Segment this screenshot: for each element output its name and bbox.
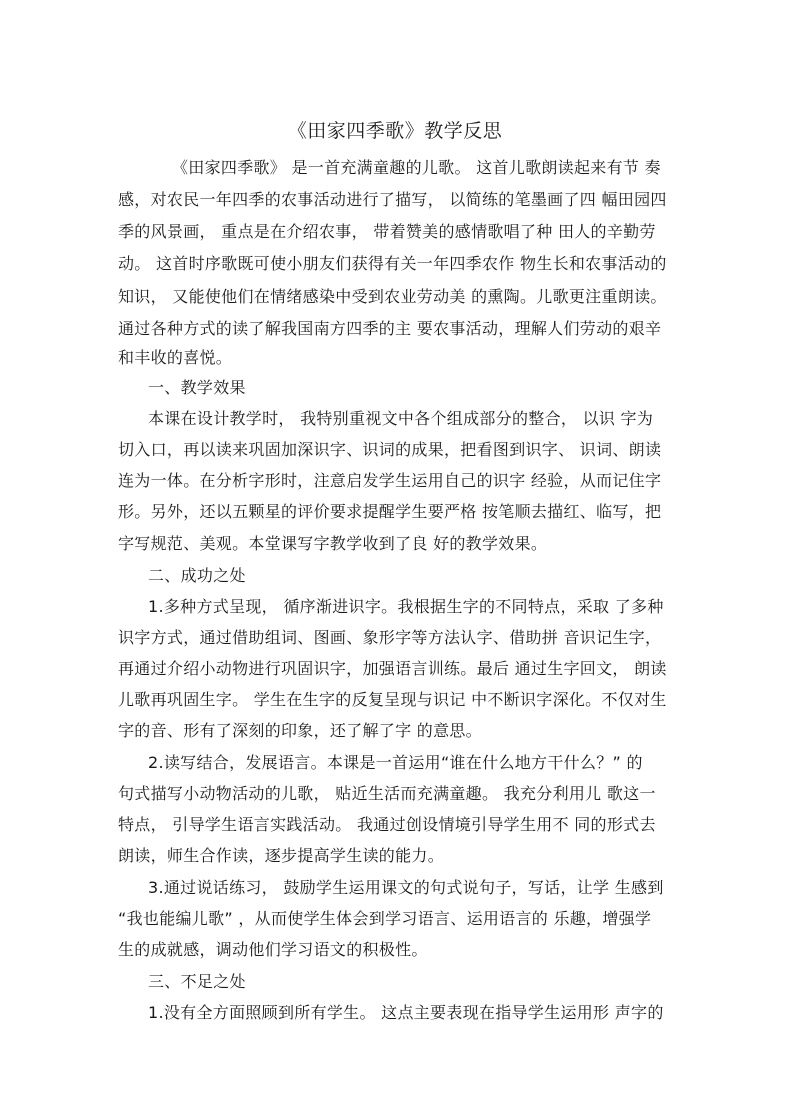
- text-line: 字写规范、美观。本堂课写字教学收到了良 好的教学效果。: [118, 534, 548, 553]
- text-line: 句式描写小动物活动的儿歌， 贴近生活而充满童趣。 我充分利用儿 歌这一: [118, 784, 656, 803]
- section-heading: 一、教学效果: [148, 378, 246, 397]
- text-line: 儿歌再巩固生字。 学生在生字的反复呈现与识记 中不断识字深化。不仅对生: [118, 690, 667, 709]
- text-line: 本课在设计教学时， 我特别重视文中各个组成部分的整合， 以识 字为: [148, 409, 654, 428]
- text-line: 《田家四季歌》 是一首充满童趣的儿歌。 这首儿歌朗读起来有节 奏: [172, 158, 661, 177]
- text-line: 切入口，再以读来巩固加深识字、识词的成果，把看图到识字、 识词、朗读: [118, 440, 662, 459]
- text-line: 1.没有全方面照顾到所有学生。 这点主要表现在指导学生运用形 声字的: [148, 1003, 664, 1022]
- page-title: 《田家四季歌》教学反思: [287, 120, 503, 142]
- text-line: 生的成就感，调动他们学习语文的积极性。: [118, 940, 428, 959]
- text-line: 季的风景画， 重点是在介绍农事， 带着赞美的感情歌唱了种 田人的辛勤劳: [118, 222, 656, 241]
- text-line: 2.读写结合，发展语言。本课是一首运用“谁在什么地方干什么？” 的: [148, 753, 643, 772]
- text-line: 感，对农民一年四季的农事活动进行了描写， 以简练的笔墨画了四 幅田园四: [118, 190, 667, 209]
- text-line: 通过各种方式的读了解我国南方四季的主 要农事活动，理解人们劳动的艰辛: [118, 319, 662, 338]
- text-line: 连为一体。在分析字形时，注意启发学生运用自己的识字 经验，从而记住字: [118, 471, 662, 490]
- text-line: 3.通过说话练习， 鼓励学生运用课文的句式说句子，写话，让学 生感到: [148, 878, 664, 897]
- section-heading: 三、不足之处: [148, 972, 246, 991]
- text-line: 知识， 又能使他们在情绪感染中受到农业劳动美 的熏陶。儿歌更注重朗读。: [118, 287, 667, 306]
- text-line: 朗读，师生合作读，逐步提高学生读的能力。: [118, 846, 445, 865]
- text-line: 动。 这首时序歌既可使小朋友们获得有关一年四季农作 物生长和农事活动的: [118, 254, 667, 273]
- text-line: 和丰收的喜悦。: [118, 348, 233, 367]
- text-line: 字的音、形有了深刻的印象，还了解了字 的意思。: [118, 721, 482, 740]
- text-line: 再通过介绍小动物进行巩固识字，加强语言训练。最后 通过生字回文， 朗读: [118, 659, 667, 678]
- text-line: 1.多种方式呈现， 循序渐进识字。我根据生字的不同特点，采取 了多种: [148, 597, 664, 616]
- text-line: 特点， 引导学生语言实践活动。 我通过创设情境引导学生用不 同的形式去: [118, 815, 656, 834]
- text-line: 识字方式，通过借助组词、图画、象形字等方法认字、借助拼 音识记生字，: [118, 628, 662, 647]
- section-heading: 二、成功之处: [148, 566, 246, 585]
- text-line: “我也能编儿歌” ，从而使学生体会到学习语言、运用语言的 乐趣，增强学: [118, 909, 652, 928]
- text-line: 形。另外，还以五颗星的评价要求提醒学生要严格 按笔顺去描红、临写，把: [118, 502, 662, 521]
